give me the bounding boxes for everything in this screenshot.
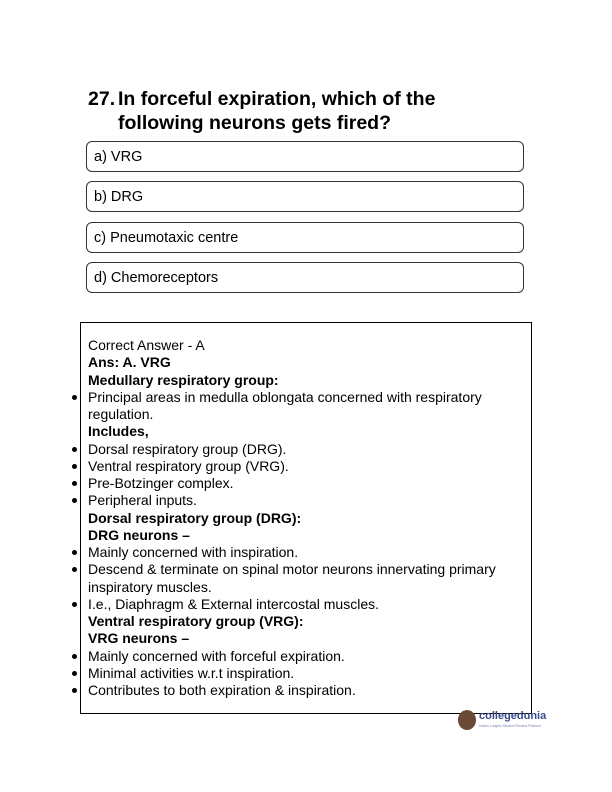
answer-line: Dorsal respiratory group (DRG): <box>88 509 302 526</box>
logo-name: collegedunia <box>479 710 547 722</box>
question-number: 27. <box>88 88 116 110</box>
bullet-icon <box>72 498 77 503</box>
option-b[interactable]: b) DRG <box>86 181 524 212</box>
answer-line: Peripheral inputs. <box>88 492 197 509</box>
answer-line: regulation. <box>88 406 154 422</box>
answer-line: Mainly concerned with inspiration. <box>88 544 299 560</box>
answer-line: Ans: A. VRG <box>88 354 171 371</box>
answer-line: Dorsal respiratory group (DRG). <box>88 440 287 457</box>
bullet-icon <box>72 688 77 693</box>
bullet-icon <box>72 671 77 676</box>
answer-line: I.e., Diaphragm & External intercostal muscles. <box>88 595 380 612</box>
question-text-line1: In forceful expiration, which of the <box>118 88 436 110</box>
bullet-icon <box>72 464 77 469</box>
answer-line: Ventral respiratory group (VRG). <box>88 457 289 474</box>
bullet-icon <box>72 602 77 607</box>
option-d[interactable]: d) Chemoreceptors <box>86 262 524 293</box>
bullet-icon <box>72 567 77 572</box>
answer-line: Includes, <box>88 423 149 440</box>
question-text-line2: following neurons gets fired? <box>118 112 391 134</box>
option-c[interactable]: c) Pneumotaxic centre <box>86 222 524 253</box>
mascot-icon <box>458 710 476 730</box>
answer-line: Minimal activities w.r.t inspiration. <box>88 664 295 681</box>
answer-line: VRG neurons – <box>88 630 190 647</box>
answer-line: Principal areas in medulla oblongata concerned with respiratory <box>88 388 482 405</box>
bullet-icon <box>72 447 77 452</box>
answer-line: Ventral respiratory group (VRG): <box>88 613 304 629</box>
answer-line: Mainly concerned with forceful expiration. <box>88 647 345 664</box>
answer-line: inspiratory muscles. <box>88 578 212 595</box>
bullet-icon <box>72 395 77 400</box>
option-a[interactable]: a) VRG <box>86 141 524 172</box>
answer-line: Correct Answer - A <box>88 337 205 353</box>
bullet-icon <box>72 550 77 555</box>
bullet-icon <box>72 481 77 486</box>
answer-line: Descend & terminate on spinal motor neurons innervating primary <box>88 561 496 578</box>
bullet-icon <box>72 654 77 659</box>
answer-line: Medullary respiratory group: <box>88 371 279 388</box>
answer-line: Pre-Botzinger complex. <box>88 475 234 491</box>
answer-line: DRG neurons – <box>88 526 190 543</box>
logo-tagline: India's Largest Student Review Platform <box>479 724 542 728</box>
answer-line: Contributes to both expiration & inspiration. <box>88 682 356 698</box>
